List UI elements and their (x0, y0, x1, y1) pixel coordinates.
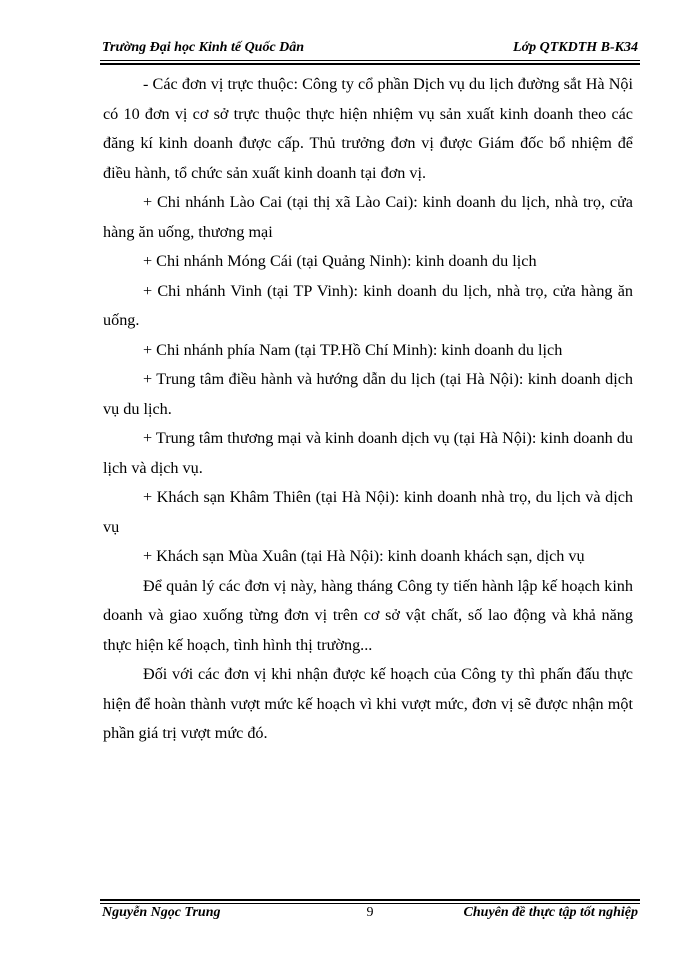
page-footer (100, 905, 640, 925)
footer-author: Nguyễn Ngọc Trung (102, 905, 221, 920)
paragraph: - Các đơn vị trực thuộc: Công ty cổ phần Dịch vụ du lịch đường sắt Hà Nội có 10 đơn vị cơ sở trực thuộc thực hiện nhiệm vụ sản xuất kinh doanh theo các đăng kí kinh doanh được cấp. Thủ trưởng đơn vị được Giám đốc bổ nhiệm để điều hành, tổ chức sản xuất kinh doanh tại đơn vị. (103, 75, 633, 182)
page-header (100, 40, 640, 62)
paragraph: + Chi nhánh Móng Cái (tại Quảng Ninh): kinh doanh du lịch (143, 252, 537, 270)
paragraph: + Khách sạn Mùa Xuân (tại Hà Nội): kinh doanh khách sạn, dịch vụ (143, 547, 585, 565)
page-number: 9 (366, 905, 374, 920)
paragraph: + Trung tâm điều hành và hướng dẫn du lịch (tại Hà Nội): kinh doanh dịch vụ du lịch. (103, 370, 633, 418)
paragraph: + Chi nhánh Lào Cai (tại thị xã Lào Cai): kinh doanh du lịch, nhà trọ, cửa hàng ăn uống, thương mại (103, 193, 633, 241)
header-school: Trường Đại học Kinh tế Quốc Dân (102, 40, 305, 55)
paragraph: Để quản lý các đơn vị này, hàng tháng Công ty tiến hành lập kế hoạch kinh doanh và giao xuống từng đơn vị trên cơ sở vật chất, số lao động và khả năng thực hiện kế hoạch, tình hình thị trường... (103, 576, 633, 654)
paragraph: + Trung tâm thương mại và kinh doanh dịch vụ (tại Hà Nội): kinh doanh du lịch và dịch vụ. (103, 429, 634, 477)
footer-rule (100, 899, 640, 904)
header-class: Lớp QTKDTH B-K34 (513, 40, 638, 55)
paragraph: + Khách sạn Khâm Thiên (tại Hà Nội): kinh doanh nhà trọ, du lịch và dịch vụ (103, 488, 633, 536)
paragraph: + Chi nhánh Vinh (tại TP Vinh): kinh doanh du lịch, nhà trọ, cửa hàng ăn uống. (103, 281, 633, 329)
header-rule (100, 60, 640, 65)
paragraph: + Chi nhánh phía Nam (tại TP.Hồ Chí Minh): kinh doanh du lịch (143, 340, 563, 359)
paragraph: Đối với các đơn vị khi nhận được kế hoạch của Công ty thì phấn đấu thực hiện để hoàn thành vượt mức kế hoạch vì khi vượt mức, đơn vị sẽ được nhận một phần giá trị vượt mức đó. (103, 665, 633, 742)
document-body (103, 70, 633, 749)
footer-title: Chuyên đề thực tập tốt nghiệp (463, 905, 638, 920)
